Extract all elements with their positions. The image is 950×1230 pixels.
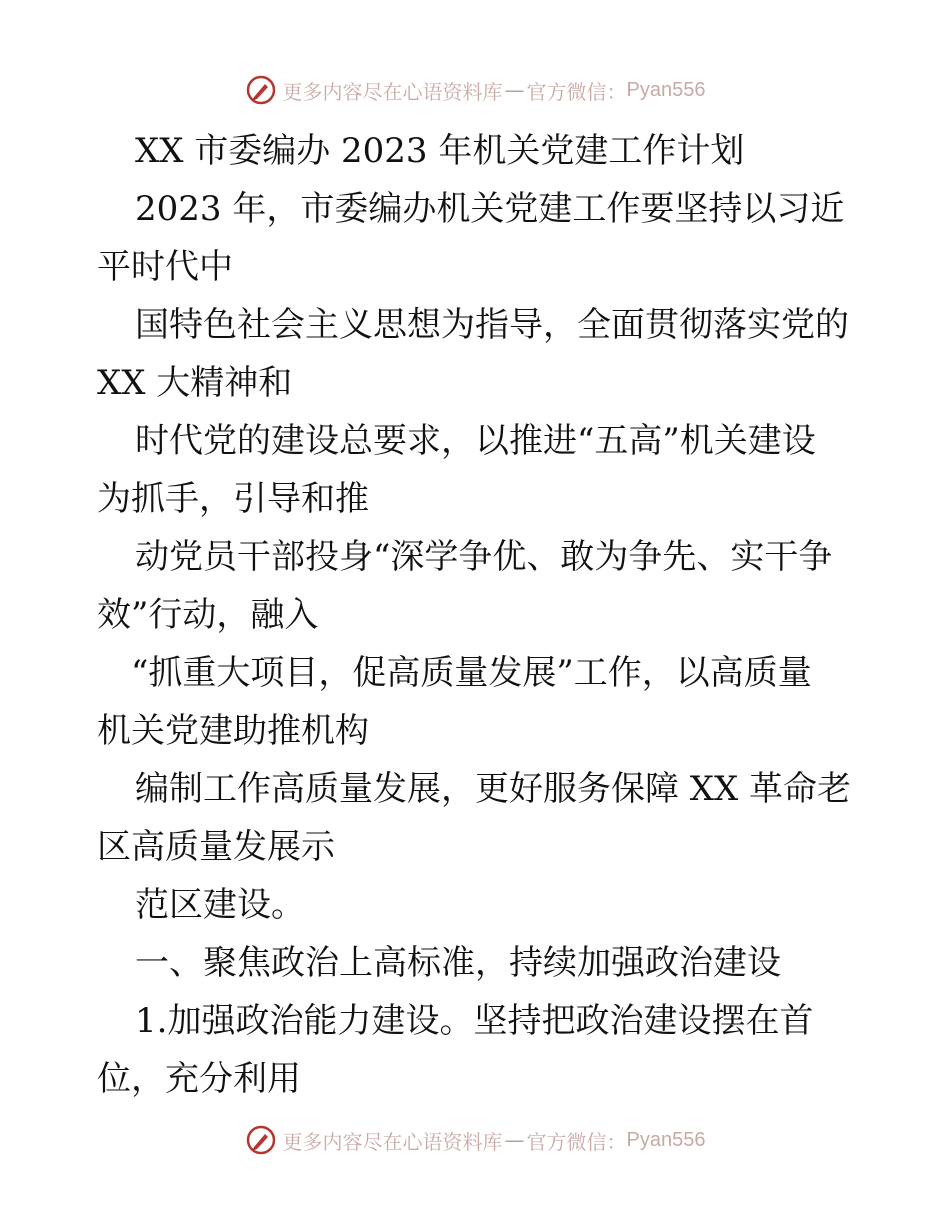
paragraph-line: XX 大精神和 xyxy=(97,363,293,403)
watermark-suffix: 官方微信： xyxy=(526,1129,627,1154)
watermark-suffix: 官方微信： xyxy=(526,79,627,104)
paragraph-line: 位，充分利用 xyxy=(97,1059,301,1099)
watermark-account: Pyan556 xyxy=(626,78,706,101)
watermark-account: Pyan556 xyxy=(626,1128,706,1151)
paragraph-line: 为抓手，引导和推 xyxy=(97,479,369,519)
watermark-text: 更多内容尽在心语资料库 xyxy=(282,1129,503,1154)
pen-logo-icon xyxy=(245,1124,277,1156)
watermark-header xyxy=(0,70,950,110)
paragraph-line: 平时代中 xyxy=(97,247,233,287)
paragraph-line: 效”行动，融入 xyxy=(97,595,319,635)
watermark-footer xyxy=(0,1120,950,1160)
paragraph-line: 动党员干部投身“深学争优、敢为争先、实干争 xyxy=(135,537,833,577)
paragraph-line: 机关党建助推机构 xyxy=(97,711,369,751)
pen-logo-icon xyxy=(245,74,277,106)
paragraph-line: 范区建设。 xyxy=(135,885,305,925)
watermark-separator: — xyxy=(504,1128,525,1152)
section-heading: 一、聚焦政治上高标准，持续加强政治建设 xyxy=(135,943,781,983)
paragraph-line: 国特色社会主义思想为指导，全面贯彻落实党的 xyxy=(135,305,849,345)
watermark-text: 更多内容尽在心语资料库 xyxy=(282,79,503,104)
paragraph-line: 2023 年，市委编办机关党建工作要坚持以习近 xyxy=(135,189,845,229)
paragraph-line: 区高质量发展示 xyxy=(97,827,335,867)
paragraph-line: 编制工作高质量发展，更好服务保障 XX 革命老 xyxy=(135,769,852,809)
document-body xyxy=(97,122,857,1108)
document-title: XX 市委编办 2023 年机关党建工作计划 xyxy=(135,131,745,171)
watermark-separator: — xyxy=(504,78,525,102)
paragraph-line: “抓重大项目，促高质量发展”工作，以高质量 xyxy=(131,653,812,693)
paragraph-line: 时代党的建设总要求，以推进“五高”机关建设 xyxy=(135,421,816,461)
paragraph-line: 1.加强政治能力建设。坚持把政治建设摆在首 xyxy=(135,1001,814,1041)
